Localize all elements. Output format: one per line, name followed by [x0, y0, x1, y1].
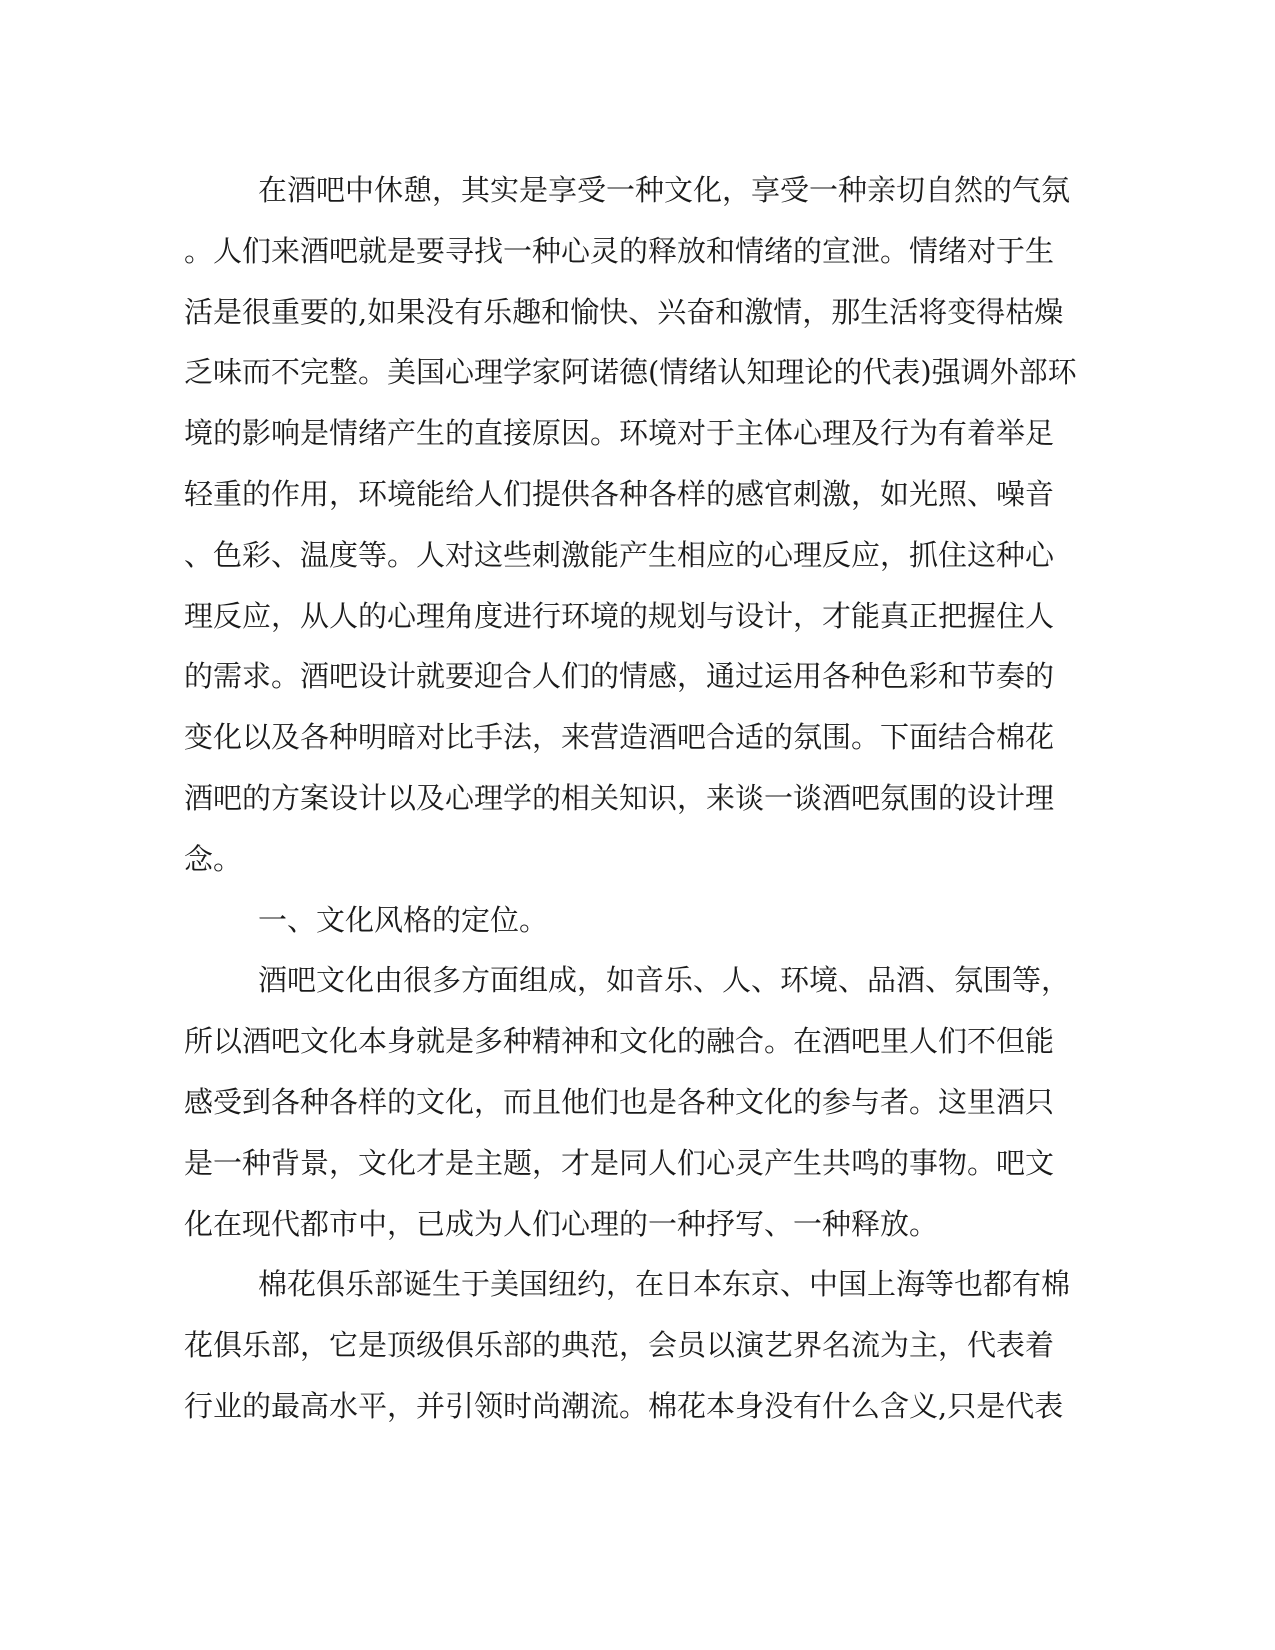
text-line: 是一种背景，文化才是主题，才是同人们心灵产生共鸣的事物。吧文 [184, 1145, 1055, 1180]
text-line: 化在现代都市中，已成为人们心理的一种抒写、一种释放。 [184, 1206, 939, 1241]
text-line: 的需求。酒吧设计就要迎合人们的情感，通过运用各种色彩和节奏的 [184, 659, 1055, 694]
text-line: 所以酒吧文化本身就是多种精神和文化的融合。在酒吧里人们不但能 [184, 1024, 1055, 1059]
text-line: 在酒吧中休憩，其实是享受一种文化，享受一种亲切自然的气氛 [258, 173, 1071, 207]
text-line: 花俱乐部，它是顶级俱乐部的典范，会员以演艺界名流为主，代表着 [184, 1328, 1055, 1363]
text-line: 念。 [184, 841, 243, 876]
document-body [184, 160, 1077, 1437]
text-line: 。人们来酒吧就是要寻找一种心灵的释放和情绪的宣泄。情绪对于生 [184, 233, 1055, 268]
text-line: 酒吧的方案设计以及心理学的相关知识，来谈一谈酒吧氛围的设计理 [184, 780, 1055, 815]
text-line: 感受到各种各样的文化，而且他们也是各种文化的参与者。这里酒只 [184, 1084, 1055, 1119]
text-line: 轻重的作用，环境能给人们提供各种各样的感官刺激，如光照、噪音 [184, 476, 1055, 511]
section-heading: 一、文化风格的定位。 [258, 902, 549, 937]
text-line: 棉花俱乐部诞生于美国纽约，在日本东京、中国上海等也都有棉 [258, 1267, 1071, 1302]
text-line: 境的影响是情绪产生的直接原因。环境对于主体心理及行为有着举足 [184, 416, 1055, 451]
text-line: 、色彩、温度等。人对这些刺激能产生相应的心理反应，抓住这种心 [184, 537, 1055, 572]
text-line: 活是很重要的,如果没有乐趣和愉快、兴奋和激情，那生活将变得枯燥 [184, 294, 1064, 329]
text-line: 理反应，从人的心理角度进行环境的规划与设计，才能真正把握住人 [184, 598, 1055, 633]
text-line: 酒吧文化由很多方面组成，如音乐、人、环境、品酒、氛围等， [258, 963, 1071, 998]
text-line: 变化以及各种明暗对比手法，来营造酒吧合适的氛围。下面结合棉花 [184, 720, 1055, 755]
text-line: 行业的最高水平，并引领时尚潮流。棉花本身没有什么含义,只是代表 [184, 1388, 1064, 1423]
text-line: 乏味而不完整。美国心理学家阿诺德(情绪认知理论的代表)强调外部环 [184, 355, 1077, 390]
